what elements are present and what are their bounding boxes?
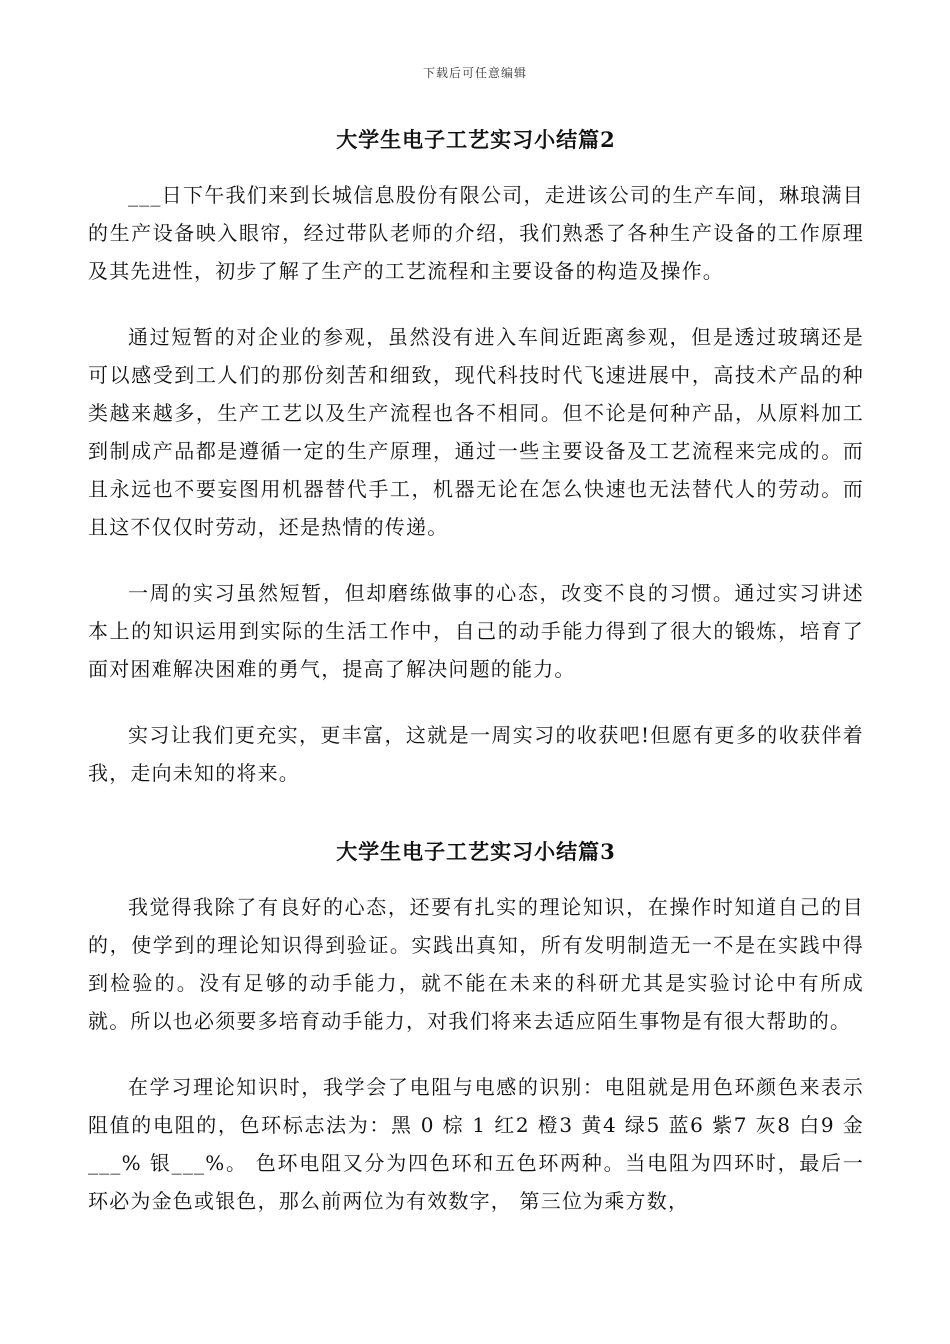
section-2-paragraph-4: 实习让我们更充实，更丰富，这就是一周实习的收获吧!但愿有更多的收获伴着我，走向未知的将来。 — [88, 723, 864, 785]
section-3-paragraph-1: 我觉得我除了有良好的心态，还要有扎实的理论知识，在操作时知道自己的目的，使学到的理论知识得到验证。实践出真知，所有发明制造无一不是在实践中得到检验的。没有足够的动手能力，就不能在未来的科研尤其是实验讨论中有所成就。所以也必须要多培育动手能力，对我们将来去适应陌生事物是有很大帮助的。 — [88, 895, 864, 1033]
section-2-title: 大学生电子工艺实习小结篇2 — [336, 127, 616, 152]
section-3-title: 大学生电子工艺实习小结篇3 — [336, 839, 616, 864]
section-3-paragraph-2: 在学习理论知识时，我学会了电阻与电感的识别：电阻就是用色环颜色来表示阻值的电阻的，色环标志法为：黑 0 棕 1 红2 橙3 黄4 绿5 蓝6 紫7 灰8 白9 金___% 银___%。 色环电阻又分为四色环和五色环两种。当电阻为四环时，最后一环必为金色或银色，那么前两位为有效数字， 第三位为乘方数， — [88, 1075, 864, 1213]
document-body — [88, 118, 864, 1220]
header-note: 下载后可任意编辑 — [422, 66, 527, 80]
section-2-paragraph-3: 一周的实习虽然短暂，但却磨练做事的心态，改变不良的习惯。通过实习讲述本上的知识运用到实际的生活工作中，自己的动手能力得到了很大的锻炼，培育了面对困难解决困难的勇气，提高了解决问题的能力。 — [88, 581, 864, 681]
section-2-paragraph-1: ___日下午我们来到长城信息股份有限公司，走进该公司的生产车间，琳琅满目的生产设备映入眼帘，经过带队老师的介绍，我们熟悉了各种生产设备的工作原理及其先进性，初步了解了生产的工艺流程和主要设备的构造及操作。 — [88, 183, 864, 283]
section-2-paragraph-2: 通过短暂的对企业的参观，虽然没有进入车间近距离参观，但是透过玻璃还是可以感受到工人们的那份刻苦和细致，现代科技时代飞速进展中，高技术产品的种类越来越多，生产工艺以及生产流程也各不相同。但不论是何种产品，从原料加工到制成产品都是遵循一定的生产原理，通过一些主要设备及工艺流程来完成的。而且永远也不要妄图用机器替代手工，机器无论在怎么快速也无法替代人的劳动。而且这不仅仅时劳动，还是热情的传递。 — [88, 325, 864, 539]
